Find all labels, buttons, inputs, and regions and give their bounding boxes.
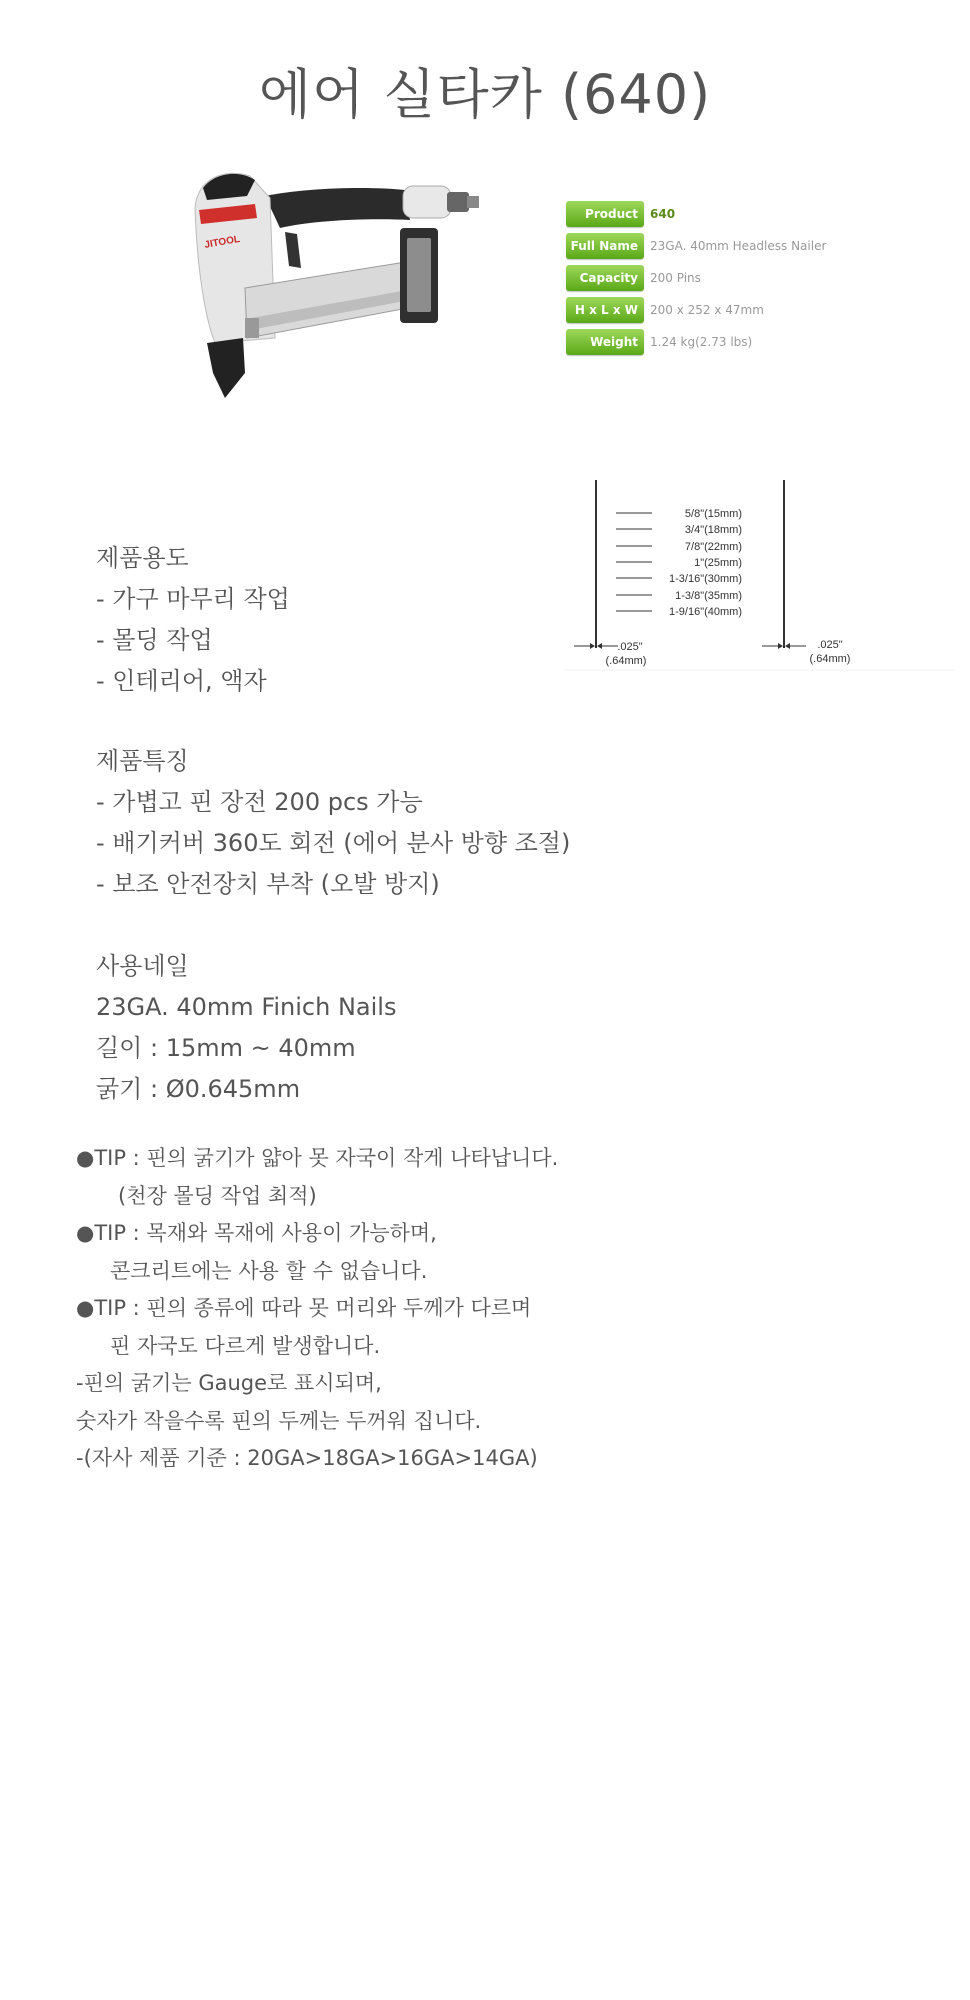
features-section <box>96 741 570 905</box>
pin-length-label: 7/8"(22mm) <box>684 541 742 553</box>
tip-line: ●TIP : 핀의 굵기가 얇아 못 자국이 작게 나타납니다. <box>76 1146 559 1170</box>
nails-item: 길이 : 15mm ~ 40mm <box>96 1034 356 1062</box>
spec-row-weight <box>566 329 866 357</box>
gauge-inch-label: .025" <box>817 639 843 651</box>
usage-item: - 가구 마무리 작업 <box>96 585 290 613</box>
tip-line: 핀 자국도 다르게 발생합니다. <box>110 1333 381 1358</box>
page-title: 에어 실타카 (640) <box>258 63 712 126</box>
spec-value: 200 x 252 x 47mm <box>650 303 764 317</box>
spec-row-product <box>566 201 866 229</box>
spec-value: 1.24 kg(2.73 lbs) <box>650 335 753 349</box>
features-item: - 보조 안전장치 부착 (오발 방지) <box>96 870 440 898</box>
spec-value: 200 Pins <box>650 271 701 285</box>
note-line: -핀의 굵기는 Gauge로 표시되며, <box>76 1371 382 1395</box>
spec-label: Full Name <box>566 233 644 259</box>
spec-label: H x L x W <box>566 297 644 323</box>
usage-item: - 몰딩 작업 <box>96 626 213 654</box>
spec-value: 23GA. 40mm Headless Nailer <box>650 239 827 253</box>
tip-line: 콘크리트에는 사용 할 수 없습니다. <box>110 1258 428 1283</box>
tips-section <box>76 1140 558 1478</box>
spec-row-dimensions <box>566 297 866 325</box>
gauge-mm-label: (.64mm) <box>809 653 851 665</box>
features-heading: 제품특징 <box>96 747 189 775</box>
note-line: -(자사 제품 기준 : 20GA>18GA>16GA>14GA) <box>76 1446 538 1470</box>
usage-section <box>96 538 290 702</box>
gauge-inch-label: .025" <box>617 641 643 653</box>
features-item: - 배기커버 360도 회전 (에어 분사 방향 조절) <box>96 829 571 857</box>
nails-item: 굵기 : Ø0.645mm <box>96 1075 301 1103</box>
spec-label: Capacity <box>566 265 644 291</box>
nails-heading: 사용네일 <box>96 952 189 980</box>
gauge-mm-label: (.64mm) <box>605 655 647 667</box>
pin-length-label: 1"(25mm) <box>694 557 742 569</box>
usage-heading: 제품용도 <box>96 544 189 572</box>
product-image <box>185 168 515 468</box>
pin-length-label: 1-3/16"(30mm) <box>669 573 742 585</box>
tip-line: (천장 몰딩 작업 최적) <box>118 1183 317 1208</box>
nails-item: 23GA. 40mm Finich Nails <box>96 993 397 1021</box>
spec-label: Weight <box>566 329 644 355</box>
pin-length-label: 5/8"(15mm) <box>684 508 742 520</box>
tip-line: ●TIP : 핀의 종류에 따라 못 머리와 두께가 다르며 <box>76 1296 532 1320</box>
spec-row-full-name <box>566 233 866 261</box>
usage-item: - 인테리어, 액자 <box>96 667 267 695</box>
spec-value: 640 <box>650 207 676 221</box>
pin-length-label: 1-9/16"(40mm) <box>669 606 742 618</box>
note-line: 숫자가 작을수록 핀의 두께는 두꺼워 집니다. <box>76 1408 482 1433</box>
brand-label: JITOOL <box>203 233 241 251</box>
pin-length-label: 1-3/8"(35mm) <box>675 590 742 602</box>
pin-length-diagram <box>560 478 960 708</box>
tip-line: ●TIP : 목재와 목재에 사용이 가능하며, <box>76 1221 437 1245</box>
nails-section <box>96 946 396 1110</box>
spec-row-capacity <box>566 265 866 293</box>
features-item: - 가볍고 핀 장전 200 pcs 가능 <box>96 788 423 816</box>
spec-label: Product <box>566 201 644 227</box>
pin-length-label: 3/4"(18mm) <box>684 524 742 536</box>
